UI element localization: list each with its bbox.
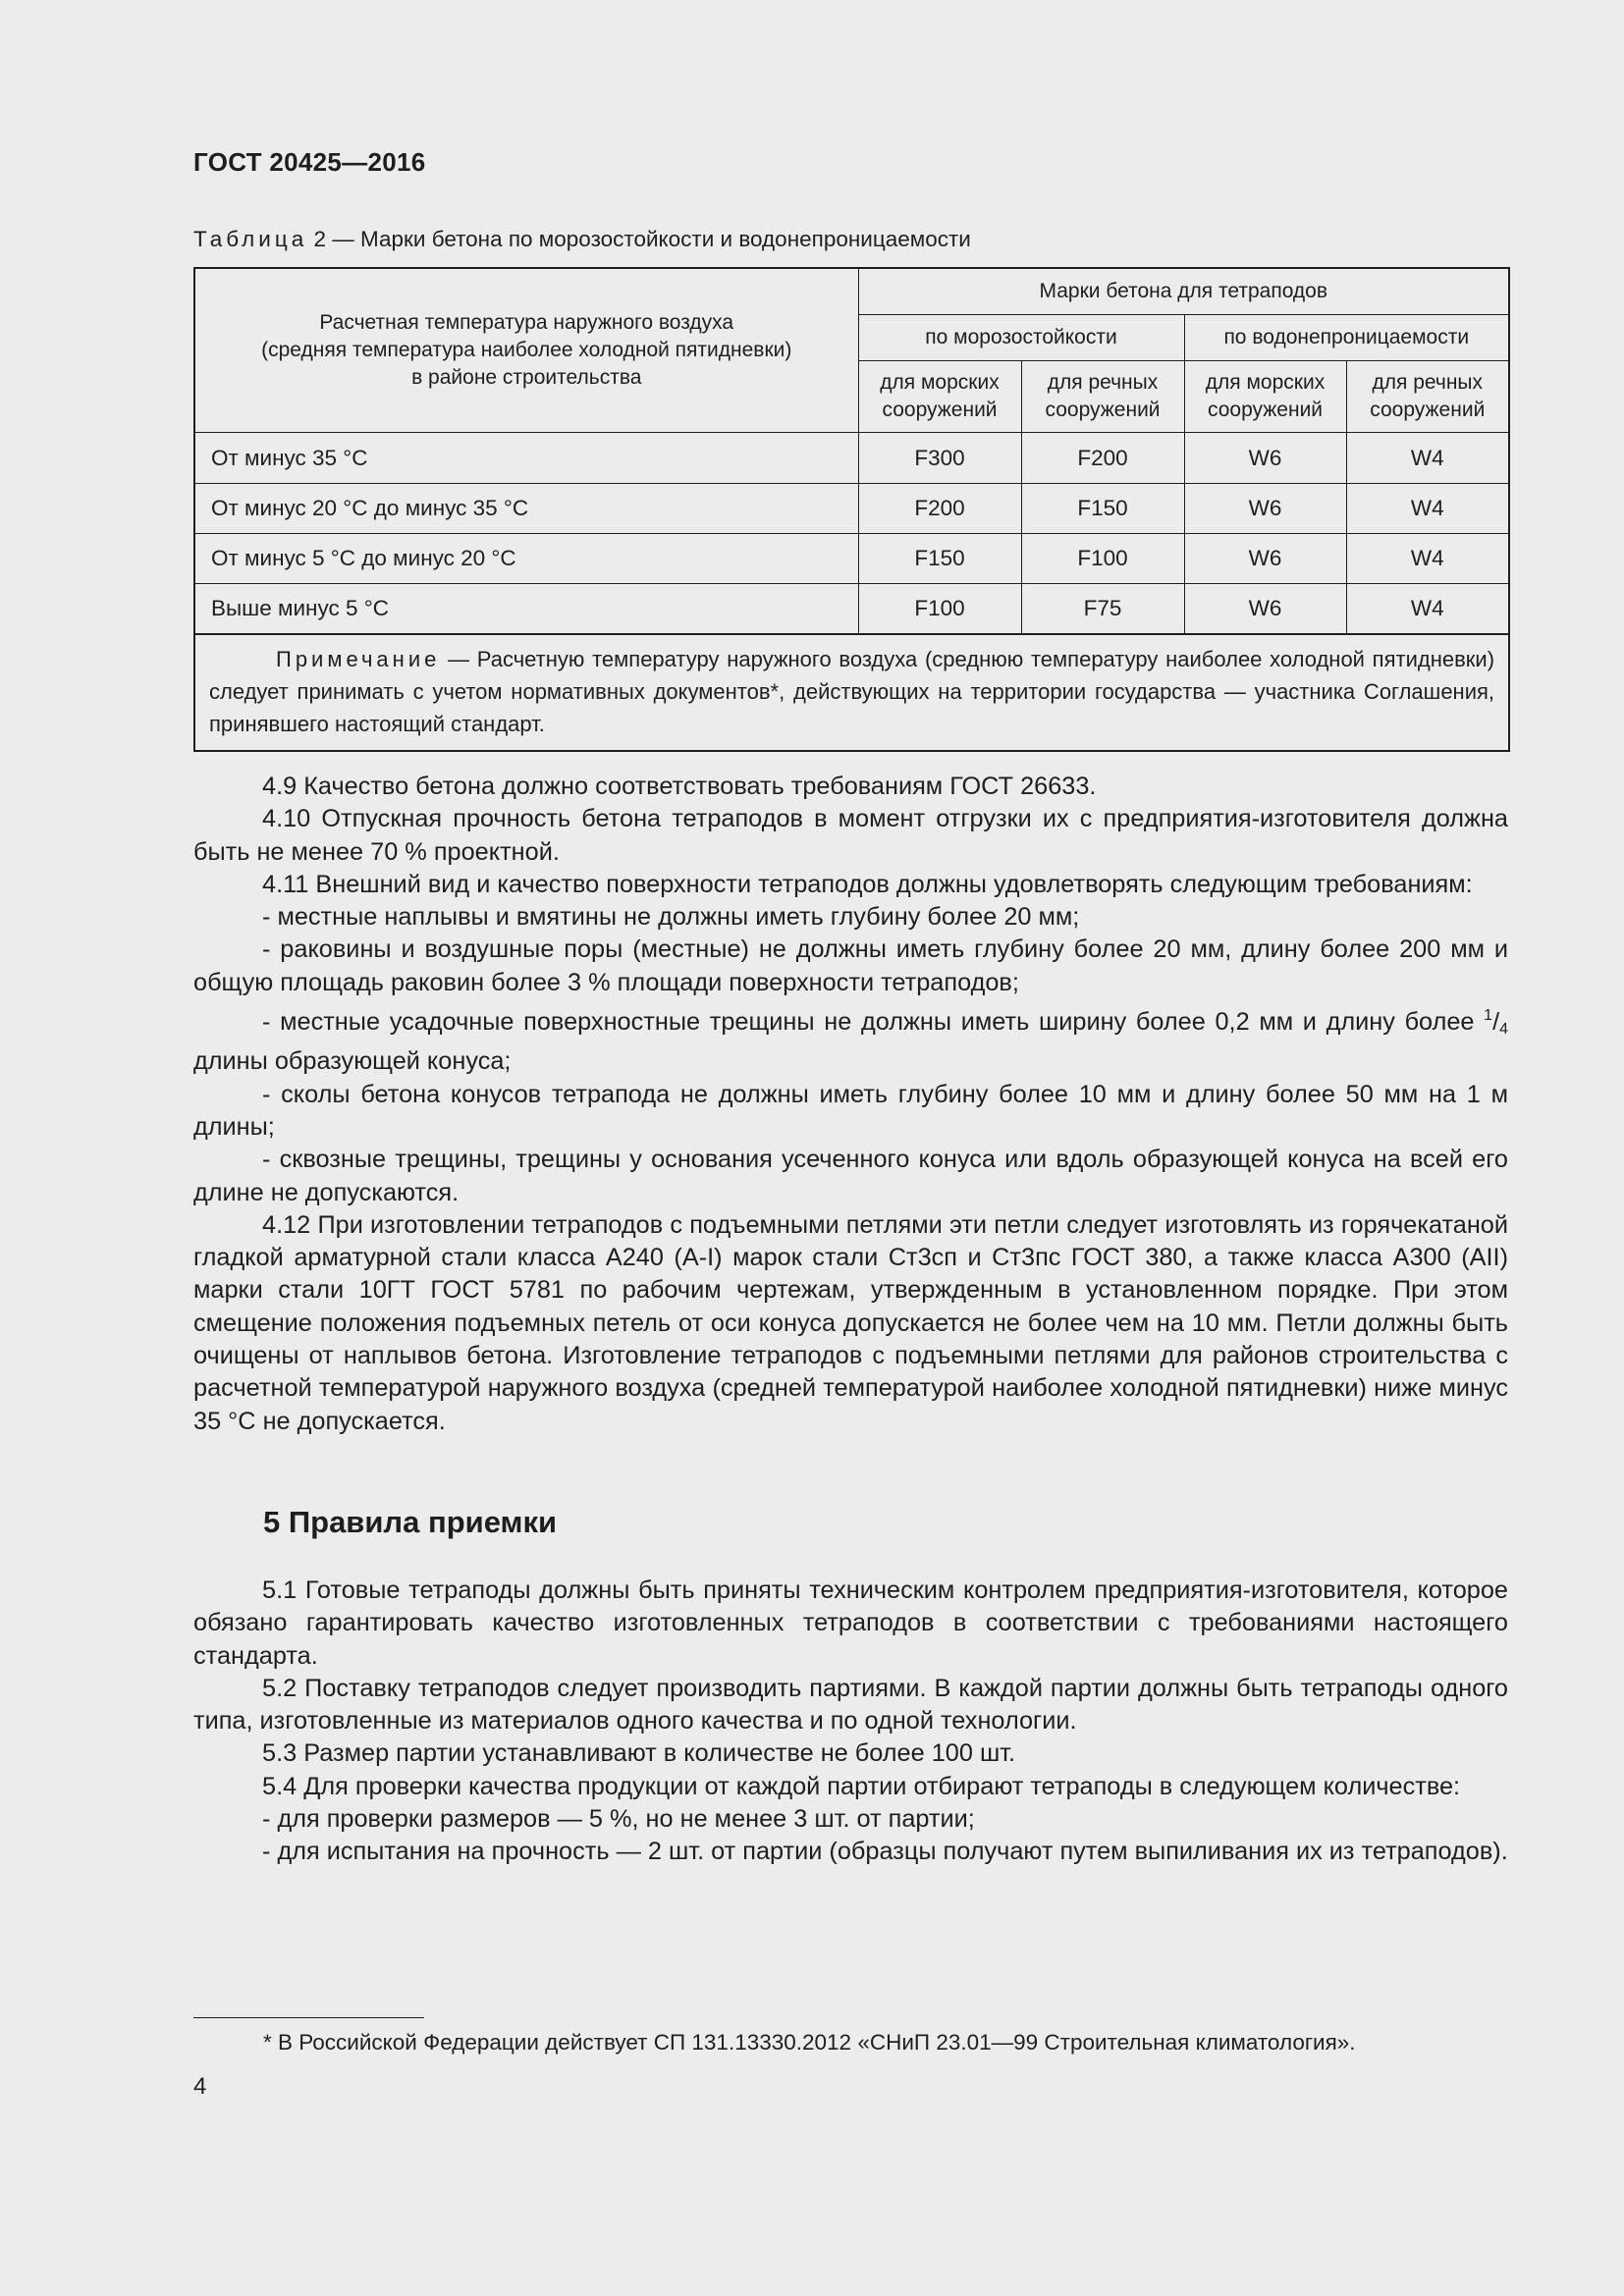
- paragraph-4-10: 4.10 Отпускная прочность бетона тетраподов в момент отгрузки их с предприятия-изготовителя должна быть не менее 70 % проектной.: [193, 805, 1508, 866]
- table-cell: W4: [1346, 433, 1509, 484]
- table-cell: W6: [1184, 534, 1346, 584]
- table-cell: W6: [1184, 584, 1346, 635]
- table-subheader: для речных сооружений: [1346, 361, 1509, 433]
- fraction-slash: /: [1492, 1008, 1500, 1037]
- table-note-label: Примечание: [276, 647, 441, 671]
- list-item: - для испытания на прочность — 2 шт. от партии (образцы получают путем выпиливания их из тетраподов).: [262, 1838, 1508, 1866]
- table-caption: [193, 227, 971, 252]
- table-cell: F75: [1021, 584, 1184, 635]
- table-cell: F150: [1021, 484, 1184, 534]
- table-subheader: для морских сооружений: [858, 361, 1021, 433]
- section-5-title: 5 Правила приемки: [263, 1505, 558, 1539]
- table-cell: F150: [858, 534, 1021, 584]
- fraction-denominator: 4: [1499, 1021, 1508, 1039]
- paragraph-5-4: 5.4 Для проверки качества продукции от каждой партии отбирают тетраподы в следующем количестве:: [262, 1772, 1461, 1800]
- table-cell: F100: [858, 584, 1021, 635]
- table-row: [194, 433, 1509, 484]
- table-cell: W4: [1346, 534, 1509, 584]
- table-header-grades: Марки бетона для тетраподов: [858, 268, 1509, 315]
- fraction-numerator: 1: [1484, 1007, 1493, 1025]
- list-item: - сквозные трещины, трещины у основания усеченного конуса или вдоль образующей конуса на всей его длине не допускаются.: [193, 1146, 1508, 1206]
- table-cell: От минус 35 °С: [194, 433, 858, 484]
- section-5-text: [193, 1575, 1508, 1869]
- table-header-water: по водонепроницаемости: [1184, 315, 1509, 361]
- table-cell: От минус 20 °С до минус 35 °С: [194, 484, 858, 534]
- footnote: * В Российской Федерации действует СП 131.13330.2012 «СНиП 23.01—99 Строительная климатология».: [263, 2030, 1356, 2055]
- table-subheader: для речных сооружений: [1021, 361, 1184, 433]
- table-cell: F200: [858, 484, 1021, 534]
- table-row: [194, 534, 1509, 584]
- table-header-temperature: Расчетная температура наружного воздуха (средняя температура наиболее холодной пятидневки) в районе строительства: [194, 268, 858, 433]
- table-cell: W4: [1346, 484, 1509, 534]
- table-row: [194, 584, 1509, 635]
- paragraph-5-2: 5.2 Поставку тетраподов следует производить партиями. В каждой партии должны быть тетраподы одного типа, изготовленные из материалов одного качества и по одной технологии.: [193, 1674, 1508, 1735]
- page-number: 4: [193, 2073, 207, 2100]
- concrete-grades-table: [193, 267, 1510, 752]
- table-cell: W4: [1346, 584, 1509, 635]
- paragraph-5-3: 5.3 Размер партии устанавливают в количестве не более 100 шт.: [262, 1739, 1016, 1768]
- list-item: - для проверки размеров — 5 %, но не менее 3 шт. от партии;: [262, 1805, 975, 1834]
- table-caption-label: Таблица: [193, 227, 308, 251]
- list-item: - местные наплывы и вмятины не должны иметь глубину более 20 мм;: [262, 903, 1080, 932]
- table-cell: F300: [858, 433, 1021, 484]
- list-item: - раковины и воздушные поры (местные) не должны иметь глубину более 20 мм, длину более 200 мм и общую площадь раковин более 3 % площади поверхности тетраподов;: [193, 935, 1508, 996]
- paragraph-4-12: 4.12 При изготовлении тетраподов с подъемными петлями эти петли следует изготовлять из горячекатаной гладкой арматурной стали класса А240 (А-I) марок стали Ст3сп и Ст3пс ГОСТ 380, а также класса А300 (АII) марки стали 10ГТ ГОСТ 5781 по рабочим чертежам, утвержденным в установленном порядке. При этом смещение положения подъемных петель от оси конуса допускается не более чем на 10 мм. Петли должны быть очищены от наплывов бетона. Изготовление тетраподов с подъемными петлями для районов строительства с расчетной температурой наружного воздуха (средней температурой наиболее холодной пятидневки) ниже минус 35 °С не допускается.: [193, 1210, 1508, 1435]
- table-note: [194, 634, 1509, 751]
- table-cell: W6: [1184, 484, 1346, 534]
- paragraph-4-9: 4.9 Качество бетона должно соответствовать требованиям ГОСТ 26633.: [262, 773, 1097, 800]
- list-item: - местные усадочные поверхностные трещины не должны иметь ширину более 0,2 мм и длину более $^1/_4$ длины образующей конуса;: [193, 1007, 1508, 1076]
- table-row: [194, 484, 1509, 534]
- paragraph-5-1: 5.1 Готовые тетраподы должны быть приняты техническим контролем предприятия-изготовителя, которое обязано гарантировать качество изготовленных тетраподов в соответствии с требованиями настоящего стандарта.: [193, 1576, 1508, 1670]
- table-cell: W6: [1184, 433, 1346, 484]
- table-cell: F100: [1021, 534, 1184, 584]
- table-header-frost: по морозостойкости: [858, 315, 1184, 361]
- footnote-divider: [193, 2017, 424, 2018]
- table-caption-text: 2 — Марки бетона по морозостойкости и водонепроницаемости: [313, 227, 971, 251]
- table-note-text: — Расчетную температуру наружного воздуха (среднюю температуру наиболее холодной пятидневки) следует принимать с учетом нормативных документов*, действующих на территории государства — участника Соглашения, принявшего настоящий стандарт.: [209, 647, 1495, 736]
- table-subheader: для морских сооружений: [1184, 361, 1346, 433]
- list-item: - сколы бетона конусов тетрапода не должны иметь глубину более 10 мм и длину более 50 мм на 1 м длины;: [193, 1080, 1508, 1141]
- paragraph-4-11: 4.11 Внешний вид и качество поверхности тетраподов должны удовлетворять следующим требованиям:: [262, 870, 1473, 898]
- document-header: ГОСТ 20425—2016: [193, 147, 426, 177]
- table-cell: От минус 5 °С до минус 20 °С: [194, 534, 858, 584]
- table-cell: Выше минус 5 °С: [194, 584, 858, 635]
- table-cell: F200: [1021, 433, 1184, 484]
- section-4-text: [193, 771, 1508, 1438]
